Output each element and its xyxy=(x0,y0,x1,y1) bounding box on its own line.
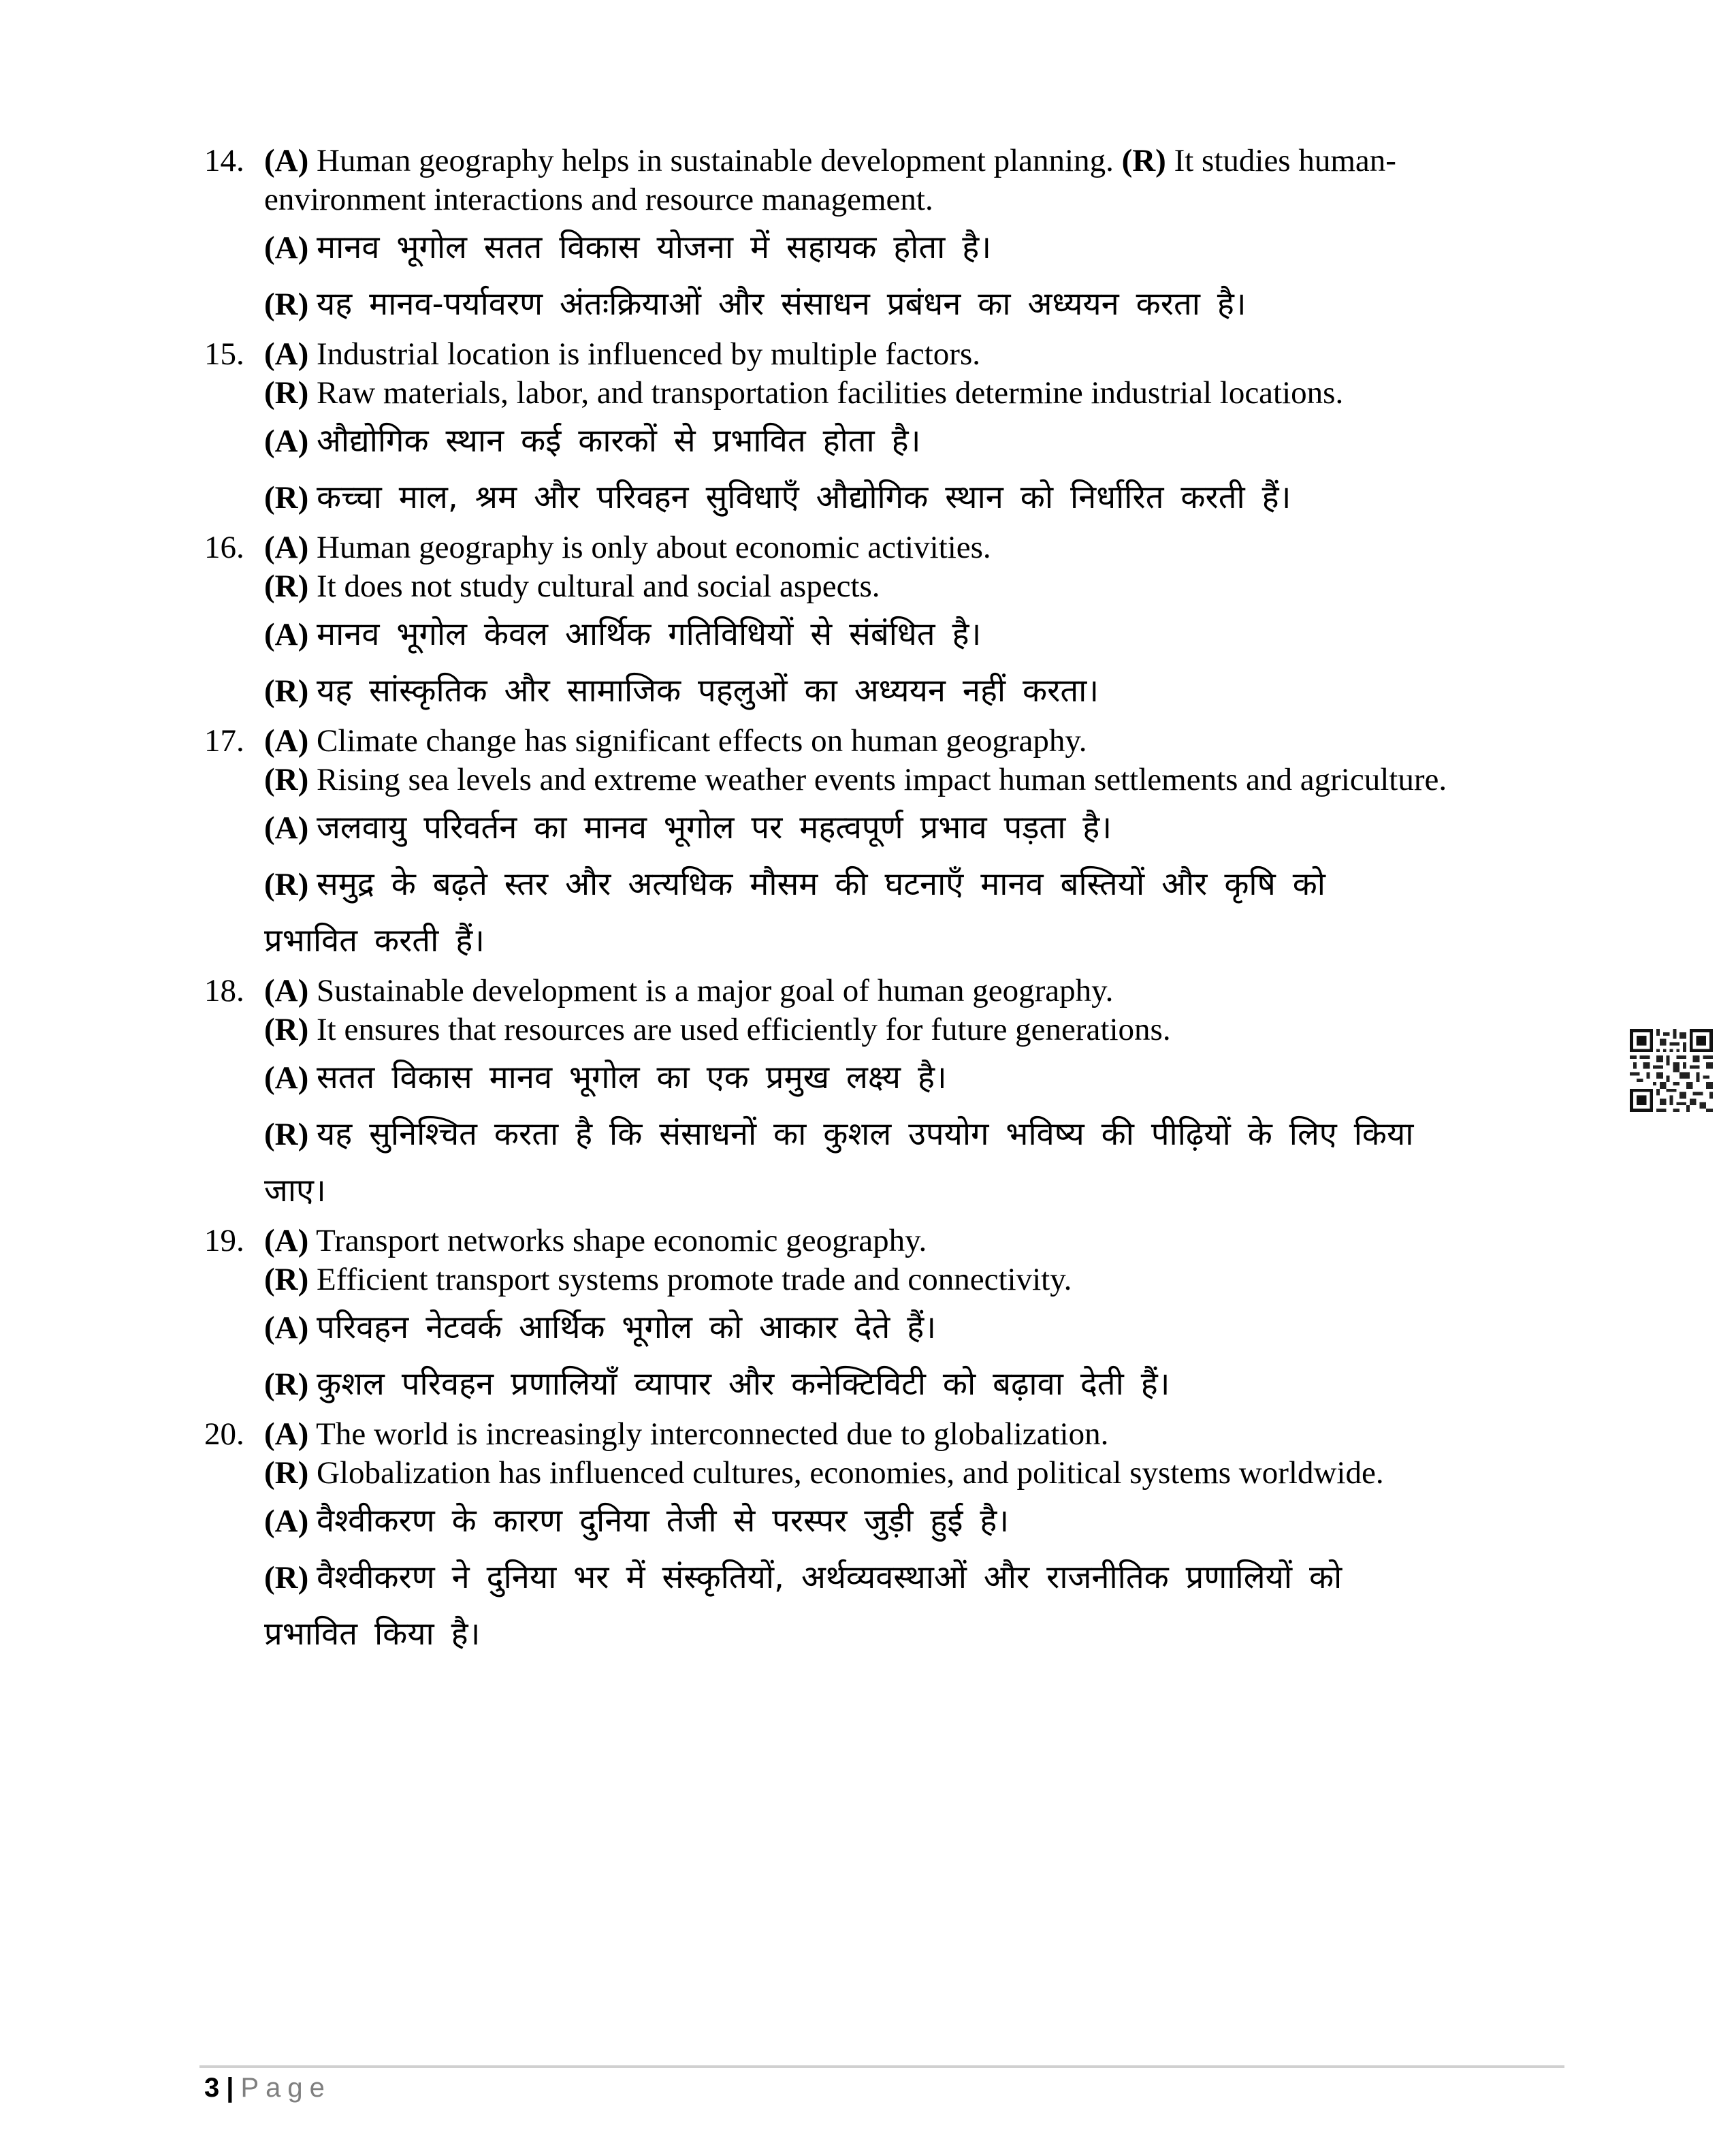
footer-separator: | xyxy=(226,2073,234,2103)
hindi-reason-text: वैश्वीकरण ने दुनिया भर में संस्कृतियों, अर्थव्यवस्थाओं और राजनीतिक प्रणालियों को xyxy=(317,1559,1343,1596)
assertion-tag: (A) xyxy=(264,143,309,178)
hindi-assertion-text: सतत विकास मानव भूगोल का एक प्रमुख लक्ष्य है। xyxy=(317,1059,947,1096)
question-number: 18. xyxy=(204,973,244,1008)
hindi-reason-text: कच्चा माल, श्रम और परिवहन सुविधाएँ औद्योगिक स्थान को निर्धारित करती हैं। xyxy=(317,479,1291,516)
page-number: 3 xyxy=(204,2073,220,2103)
hindi-assertion-text: परिवहन नेटवर्क आर्थिक भूगोल को आकार देते हैं। xyxy=(317,1309,937,1346)
english-line xyxy=(264,1222,1736,1260)
qr-code-icon xyxy=(1630,1028,1713,1113)
reason-tag: (R) xyxy=(264,867,309,902)
hindi-reason-text: समुद्र के बढ़ते स्तर और अत्यधिक मौसम की घटनाएँ मानव बस्तियों और कृषि को xyxy=(317,865,1325,903)
assertion-tag: (A) xyxy=(264,1223,309,1258)
english-line xyxy=(264,1011,1736,1049)
hindi-reason-text-continued: प्रभावित करती हैं। xyxy=(264,922,485,959)
reason-tag: (R) xyxy=(264,1262,309,1297)
reason-tag: (R) xyxy=(264,375,309,411)
reason-tag: (R) xyxy=(264,569,309,604)
reason-tag: (R) xyxy=(264,1012,309,1047)
english-line xyxy=(264,722,1736,761)
page-label: Page xyxy=(240,2073,332,2103)
hindi-reason-text: यह मानव-पर्यावरण अंतःक्रियाओं और संसाधन प्रबंधन का अध्ययन करता है। xyxy=(317,285,1247,323)
hindi-reason-text-continued: जाए। xyxy=(264,1172,326,1209)
reason-tag: (R) xyxy=(1121,143,1166,178)
assertion-text: Transport networks shape economic geography. xyxy=(308,1223,927,1258)
hindi-line xyxy=(264,1549,1736,1606)
hindi-reason-text-continued: प्रभावित किया है। xyxy=(264,1615,481,1653)
question-18 xyxy=(0,972,1736,1219)
assertion-tag: (A) xyxy=(264,1416,309,1452)
hindi-reason-text: कुशल परिवहन प्रणालियाँ व्यापार और कनेक्टिविटी को बढ़ावा देती हैं। xyxy=(317,1365,1170,1403)
question-number: 16. xyxy=(204,530,244,565)
question-number: 19. xyxy=(204,1223,244,1258)
hindi-reason-text: यह सुनिश्चित करता है कि संसाधनों का कुशल उपयोग भविष्य की पीढ़ियों के लिए किया xyxy=(317,1115,1414,1153)
assertion-tag: (A) xyxy=(264,617,309,652)
question-number: 20. xyxy=(204,1416,244,1452)
hindi-line-continued xyxy=(264,912,1736,969)
question-20 xyxy=(0,1415,1736,1662)
question-17 xyxy=(0,722,1736,969)
english-line xyxy=(264,335,1736,374)
reason-text: It does not study cultural and social aspects. xyxy=(308,569,880,604)
question-15 xyxy=(0,335,1736,526)
hindi-line-continued xyxy=(264,1162,1736,1219)
assertion-tag: (A) xyxy=(264,723,309,759)
reason-text: Raw materials, labor, and transportation facilities determine industrial locations. xyxy=(308,375,1344,411)
reason-tag: (R) xyxy=(264,480,309,515)
hindi-assertion-text: वैश्वीकरण के कारण दुनिया तेजी से परस्पर जुड़ी हुई है। xyxy=(317,1502,1010,1540)
assertion-tag: (A) xyxy=(264,424,309,459)
hindi-line xyxy=(264,1356,1736,1412)
assertion-tag: (A) xyxy=(264,336,309,372)
reason-text-continued: environment interactions and resource management. xyxy=(264,182,933,217)
hindi-line xyxy=(264,1049,1736,1106)
assertion-tag: (A) xyxy=(264,810,309,846)
hindi-line xyxy=(264,1106,1736,1162)
reason-text: Efficient transport systems promote trade and connectivity. xyxy=(308,1262,1072,1297)
reason-tag: (R) xyxy=(264,287,309,322)
reason-tag: (R) xyxy=(264,1367,309,1402)
hindi-assertion-text: औद्योगिक स्थान कई कारकों से प्रभावित होता है। xyxy=(317,422,921,460)
english-line xyxy=(264,1260,1736,1299)
english-line xyxy=(264,567,1736,606)
question-number: 15. xyxy=(204,336,244,372)
hindi-line xyxy=(264,469,1736,526)
reason-text: It studies human- xyxy=(1166,143,1396,178)
english-line xyxy=(264,374,1736,413)
english-line xyxy=(264,142,1736,180)
hindi-assertion-text: जलवायु परिवर्तन का मानव भूगोल पर महत्वपूर्ण प्रभाव पड़ता है। xyxy=(317,809,1112,846)
assertion-tag: (A) xyxy=(264,1504,309,1539)
assertion-text: Sustainable development is a major goal of human geography. xyxy=(308,973,1114,1008)
english-line xyxy=(264,180,1736,219)
hindi-line xyxy=(264,276,1736,332)
english-line xyxy=(264,972,1736,1011)
hindi-line xyxy=(264,1493,1736,1549)
assertion-tag: (A) xyxy=(264,1060,309,1096)
reason-tag: (R) xyxy=(264,762,309,797)
assertion-tag: (A) xyxy=(264,1310,309,1346)
reason-tag: (R) xyxy=(264,1560,309,1595)
reason-text: It ensures that resources are used efficiently for future generations. xyxy=(308,1012,1171,1047)
english-line xyxy=(264,761,1736,799)
assertion-text: Human geography helps in sustainable development planning. xyxy=(308,143,1122,178)
reason-text: Rising sea levels and extreme weather events impact human settlements and agriculture. xyxy=(308,762,1447,797)
assertion-text: Human geography is only about economic activities. xyxy=(308,530,991,565)
question-14 xyxy=(0,142,1736,332)
assertion-tag: (A) xyxy=(264,230,309,266)
hindi-reason-text: यह सांस्कृतिक और सामाजिक पहलुओं का अध्ययन नहीं करता। xyxy=(317,672,1099,710)
hindi-line xyxy=(264,413,1736,469)
reason-text: Globalization has influenced cultures, economies, and political systems worldwide. xyxy=(308,1455,1384,1491)
assertion-text: Climate change has significant effects on human geography. xyxy=(308,723,1087,759)
question-16 xyxy=(0,528,1736,719)
assertion-tag: (A) xyxy=(264,973,309,1008)
hindi-line xyxy=(264,219,1736,276)
hindi-line xyxy=(264,799,1736,856)
question-number: 17. xyxy=(204,723,244,759)
question-19 xyxy=(0,1222,1736,1412)
page-footer xyxy=(204,2067,332,2108)
hindi-line xyxy=(264,663,1736,719)
reason-tag: (R) xyxy=(264,1117,309,1152)
hindi-line xyxy=(264,606,1736,663)
hindi-assertion-text: मानव भूगोल केवल आर्थिक गतिविधियों से संबंधित है। xyxy=(317,616,982,653)
question-number: 14. xyxy=(204,143,244,178)
assertion-text: Industrial location is influenced by multiple factors. xyxy=(308,336,980,372)
hindi-line xyxy=(264,1299,1736,1356)
english-line xyxy=(264,1454,1736,1493)
english-line xyxy=(264,528,1736,567)
footer-divider xyxy=(199,2065,1564,2068)
reason-tag: (R) xyxy=(264,673,309,709)
reason-tag: (R) xyxy=(264,1455,309,1491)
question-list xyxy=(0,142,1736,1665)
hindi-line-continued xyxy=(264,1606,1736,1662)
english-line xyxy=(264,1415,1736,1454)
assertion-tag: (A) xyxy=(264,530,309,565)
hindi-assertion-text: मानव भूगोल सतत विकास योजना में सहायक होता है। xyxy=(317,229,992,266)
assertion-text: The world is increasingly interconnected due to globalization. xyxy=(308,1416,1109,1452)
hindi-line xyxy=(264,856,1736,912)
